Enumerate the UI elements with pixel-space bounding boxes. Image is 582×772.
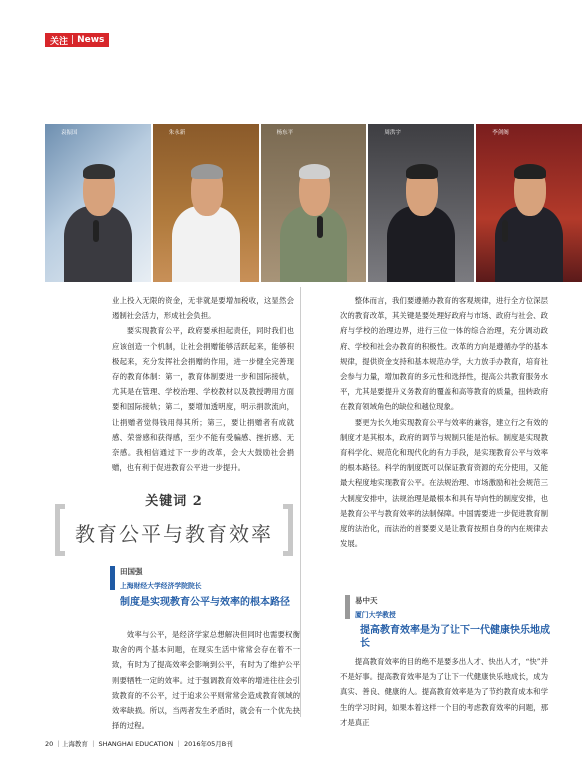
speaker-photo-strip [45,124,582,282]
left-column-intro [112,293,294,475]
speaker-photo-caption: 周洪宇 [384,130,401,136]
page-footer: 20 ｜上海教育 ｜ SHANGHAI EDUCATION ｜ 2016年05月B刊 [45,740,233,748]
speaker-photo [45,124,151,282]
keyword-banner [55,490,293,560]
speaker-photo-caption: 朱永新 [168,130,186,136]
paragraph: 要实现教育公平，政府要承担起责任，同时我们也应该创造一个机制，让社会捐赠能够活跃起来，能够积极起来，充分发挥社会捐赠的作用，进一步健全完善现存的教育体制：第一，教育体制要进一步和国际接轨，尤其是在管理、学校治理、学校教材以及教授聘用方面要和国际接轨；第二，要增加透明度，明示捐款流向，让捐赠者觉得钱用得其所；第三，要让捐赠者有成就感、荣誉感和获得感，至少不能有受骗感、挫折感、无奈感。我相信通过下一步的改革，会大大鼓励社会捐赠，也有利于促进教育公平进一步提升。 [112,326,294,473]
speaker-marker [110,566,115,590]
speaker-photo [368,124,474,282]
paragraph: 要更为长久地实现教育公平与效率的兼容，建立行之有效的制度才是其根本，政府的调节与规制只能是治标。制度是实现教育科学化、规范化和现代化的有力手段，是实现教育公平与效率的根本路径。科学的制度既可以保证教育资源的充分使用，又能最大程度地实现教育公平。在法规治理、市场激励和社会规范三大制度安排中，法规治理是最根本和具有导向性的制度安排，也是教育公平与教育效率的法制保障。中国需要进一步促进教育制度的法治化，而法治的首要要义是让教育按照自身的内在规律去发展。 [340,417,548,549]
paragraph: 提高教育效率的目的绝不是要多出人才、快出人才，“快”并不是好事。提高教育效率是为了让下一代健康快乐地成长，成为真实、善良、健康的人。提高教育效率是为了节约教育成本和学生的学习时间，如果本着这样一个目的考虑教育效率的问题，那才是真正 [340,657,548,727]
right-column-intro [340,293,548,551]
speaker-photo [153,124,259,282]
section-tag-separator: | [71,35,75,45]
speaker-title: 厦门大学教授 [355,611,396,619]
keyword-label: 关键词 2 [145,494,203,509]
speaker-name: 田国强 [120,567,143,576]
speaker-title: 上海财经大学经济学院院长 [120,582,202,590]
keyword-title: 教育公平与教育效率 [75,522,273,546]
paragraph: 业上投入无限的资金，无非就是要增加税收，这显然会遏制社会活力，形成社会负担。 [112,296,294,321]
speaker-photo-caption: 李剑阁 [492,130,509,136]
speaker-headline: 提高教育效率是为了让下一代健康快乐地成长 [360,625,550,649]
speaker1-body [112,627,300,733]
paragraph: 整体而言，我们要遵循办教育的客观规律，进行全方位深层次的教育改革，其关键是要处理好政府与市场、政府与社会、政府与学校的治理边界，进行三位一体的综合治理，充分调动政府、学校和社会办教育的积极性。改革的方向是遵循办学的基本规律，提供资金支持和基本规范办学，大力放手办教育，培育社会参与力量，增加教育的多元性和选择性，提高公共教育服务水平，尤其是要提升义务教育的覆盖和高等教育的质量，扭转政府在教育领域角色的缺位和越位现象。 [340,296,548,412]
speaker-photo-caption: 袁振国 [61,130,78,136]
speaker-photo [261,124,367,282]
section-tag [45,33,109,47]
paragraph: 效率与公平，是经济学家总想解决但同时也需要权衡取舍的两个基本问题，在现实生活中常常会存在着不一致，有时为了提高效率会影响到公平，有时为了维护公平则要牺牲一定的效率。过于强调教育效率的增进往往会引致教育的不公平，过于追求公平则常常会造成教育领域的效率缺损。所以，当两者发生矛盾时，就会有一个优先抉择的过程。 [112,630,300,731]
speaker2-body [340,654,548,730]
speaker-headline: 制度是实现教育公平与效率的根本路径 [120,597,290,608]
section-tag-cn: 关注 [50,36,69,47]
column-divider [300,287,301,717]
speaker-name: 易中天 [355,596,378,605]
speaker-marker [345,595,350,619]
section-tag-en: News [77,35,105,45]
speaker-photo [476,124,582,282]
speaker-photo-caption: 杨东平 [276,130,294,136]
